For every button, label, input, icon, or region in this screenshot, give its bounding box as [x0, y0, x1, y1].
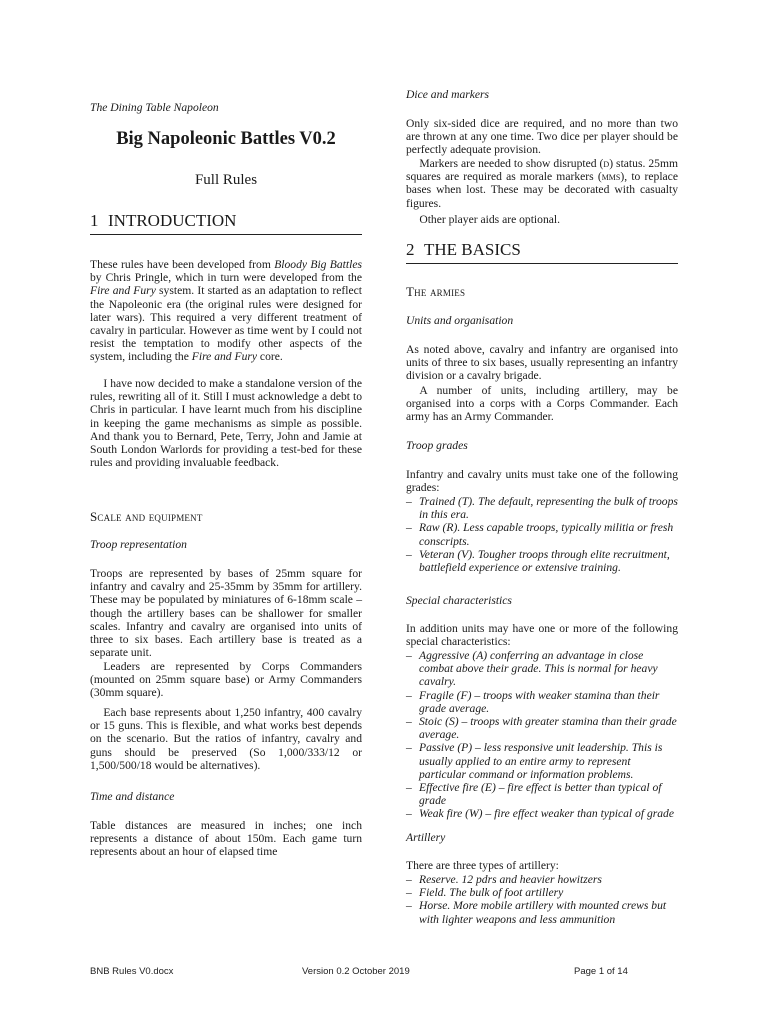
list-item: – Weak fire (W) – fire effect weaker than typical of grade	[406, 807, 674, 821]
subheading-troop-representation: Troop representation	[90, 538, 187, 551]
list-item: – Reserve. 12 pdrs and heavier howitzers	[406, 873, 602, 886]
time-paragraph: Table distances are measured in inches; one inch represents a distance of about 150m. Each game turn represents about an hour of elapsed time	[90, 819, 362, 859]
footer-version: Version 0.2 October 2019	[302, 966, 410, 977]
special-list	[406, 649, 678, 821]
section-heading-basics	[406, 240, 678, 264]
subsection-heading-armies: The armies	[406, 284, 466, 299]
list-item: – Trained (T). The default, representing the bulk of troops in this era.	[406, 495, 678, 522]
list-item: – Aggressive (A) conferring an advantage in close combat above their grade. This is normal for heavy cavalry.	[406, 649, 658, 689]
footer-filename: BNB Rules V0.docx	[90, 966, 174, 977]
subheading-dice-markers: Dice and markers	[406, 88, 490, 101]
troop-paragraph-2: Leaders are represented by Corps Commanders (mounted on 25mm square base) or Army Commanders (30mm square).	[90, 660, 362, 700]
page-subtitle: Full Rules	[194, 172, 258, 188]
list-item: – Stoic (S) – troops with greater stamina than their grade average.	[406, 715, 677, 742]
list-item: – Field. The bulk of foot artillery	[406, 886, 564, 900]
running-title: The Dining Table Napoleon	[90, 101, 219, 114]
intro-paragraph-1: These rules have been developed from Bloody Big Battles by Chris Pringle, which in turn were developed from the Fire and Fury system. It started as an adaptation to reflect the Napoleonic era (the original rules were designed for later wars). This required a very different treatment of cavalry in particular. However as time went by I could not resist the temptation to modify other aspects of the system, including the Fire and Fury core.	[90, 258, 362, 364]
special-intro: In addition units may have one or more of the following special characteristics:	[406, 622, 678, 649]
list-item: – Horse. More mobile artillery with mounted crews but with lighter weapons and less ammunition	[406, 899, 667, 926]
list-item: – Fragile (F) – troops with weaker stamina than their grade average.	[406, 688, 660, 715]
section-number: 1	[90, 211, 99, 230]
subheading-artillery: Artillery	[406, 831, 446, 844]
list-item: – Passive (P) – less responsive unit leadership. This is usually applied to an entire army to represent particular command or information problems.	[406, 741, 663, 781]
page-title: Big Napoleonic Battles V0.2	[116, 129, 336, 149]
troop-paragraph-1: Troops are represented by bases of 25mm square for infantry and cavalry and 25-35mm by 35mm for artillery. These may be populated by miniatures of 6-18mm scale – though the artillery bases can be shallower for smaller scales. Infantry and cavalry are organised into units of three to six bases. Each artillery base is treated as a separate unit.	[90, 567, 362, 660]
subheading-troop-grades: Troop grades	[406, 439, 468, 452]
dice-paragraph-2: Markers are needed to show disrupted (d) status. 25mm squares are required as morale markers (mms), to replace bases when lost. These may be decorated with casualty figures.	[406, 157, 678, 210]
units-paragraph-1: As noted above, cavalry and infantry are organised into units of three to six bases, usually representing an infantry division or a cavalry brigade.	[406, 343, 678, 383]
grades-list	[406, 495, 678, 574]
subheading-units-organisation: Units and organisation	[406, 314, 514, 327]
section-title: INTRODUCTION	[108, 211, 237, 230]
troop-paragraph-3: Each base represents about 1,250 infantry, 400 cavalry or 15 guns. This is flexible, and what works best depends on the scenario. But the ratios of infantry, cavalry and guns should be preserved (So 1,000/333/12 or 1,500/500/18 would be alternatives).	[90, 706, 362, 772]
subheading-special-characteristics: Special characteristics	[406, 594, 512, 607]
footer-page-number: Page 1 of 14	[574, 966, 628, 977]
section-number: 2	[406, 240, 415, 259]
section-heading-introduction	[90, 211, 362, 235]
list-item: – Raw (R). Less capable troops, typically militia or fresh conscripts.	[406, 521, 674, 548]
units-paragraph-2: A number of units, including artillery, may be organised into a corps with a Corps Commander. Each army has an Army Commander.	[406, 384, 678, 424]
grades-intro: Infantry and cavalry units must take one of the following grades:	[406, 468, 678, 495]
subheading-time-distance: Time and distance	[90, 790, 175, 803]
subsection-heading-scale: Scale and equipment	[90, 509, 203, 524]
intro-paragraph-2: I have now decided to make a standalone version of the rules, rewriting all of it. Still I must acknowledge a debt to Chris in particular. I have learnt much from his discipline in keeping the game mechanisms as simple as possible. And thank you to Bernard, Pete, Terry, John and Jamie at South London Warlords for providing a test-bed for these rules and providing invaluable feedback.	[90, 377, 362, 470]
section-title: THE BASICS	[424, 240, 521, 259]
artillery-intro: There are three types of artillery:	[406, 859, 559, 872]
dice-paragraph-3: Other player aids are optional.	[419, 213, 561, 226]
list-item: – Effective fire (E) – fire effect is better than typical of grade	[406, 781, 662, 808]
artillery-list	[406, 873, 678, 926]
list-item: – Veteran (V). Tougher troops through elite recruitment, battlefield experience or extensive training.	[406, 547, 670, 575]
dice-paragraph-1: Only six-sided dice are required, and no more than two are thrown at any one time. Two dice per player should be perfectly adequate provision.	[406, 117, 678, 157]
